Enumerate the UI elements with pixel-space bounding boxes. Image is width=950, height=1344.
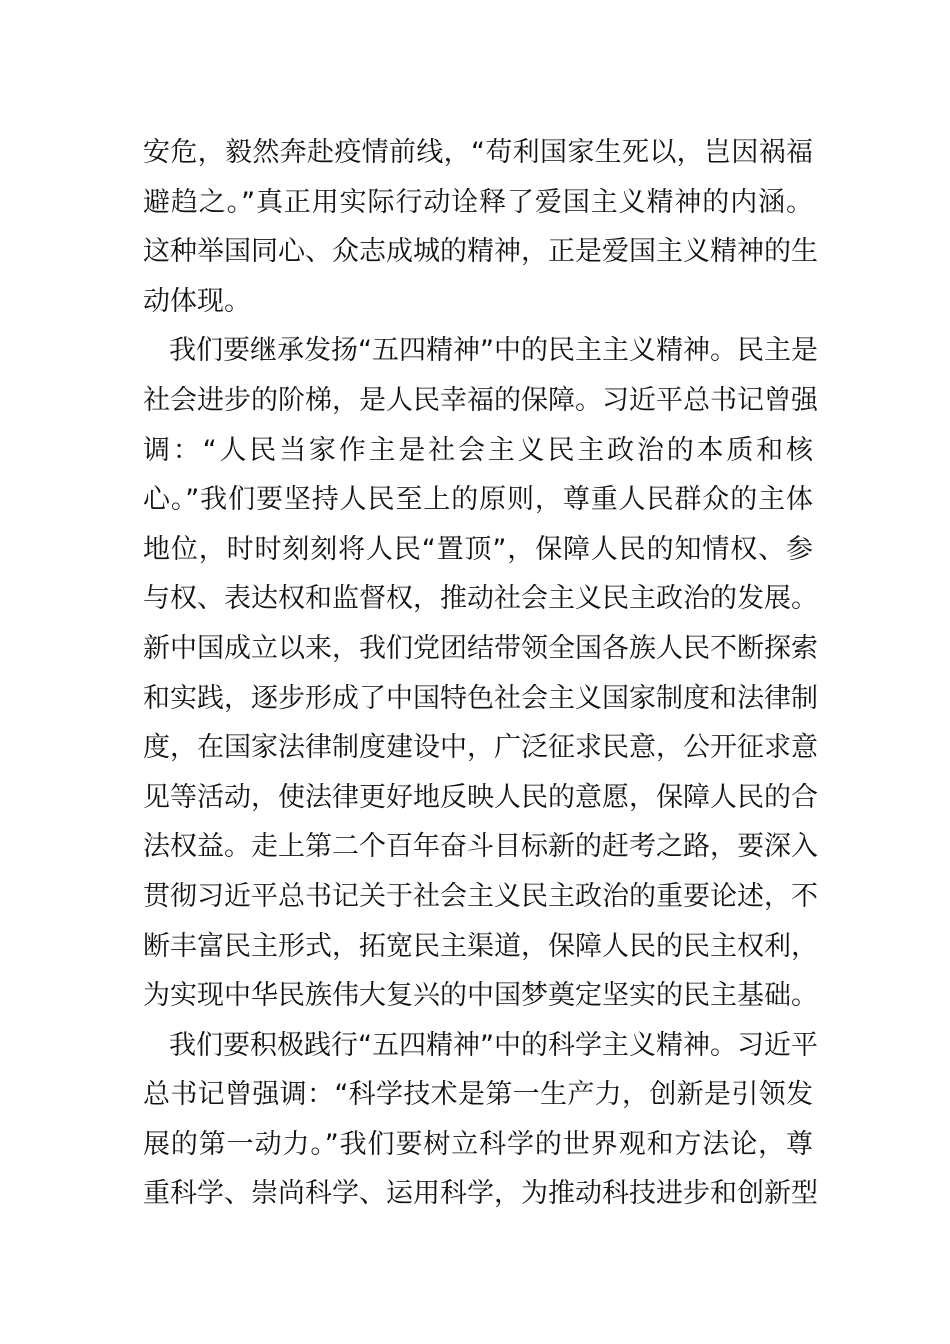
text-line: 这种举国同心、众志成城的精神，正是爱国主义精神的生 bbox=[143, 236, 818, 268]
text-line: 安危，毅然奔赴疫情前线，“苟利国家生死以，岂因祸福 bbox=[143, 137, 813, 168]
text-line: 见等活动，使法律更好地反映人民的意愿，保障人民的合 bbox=[143, 781, 818, 813]
text-line: 贯彻习近平总书记关于社会主义民主政治的重要论述，不 bbox=[143, 880, 818, 912]
text-line: 展的第一动力。”我们要树立科学的世界观和方法论，尊 bbox=[143, 1128, 813, 1160]
text-line: 调：“人民当家作主是社会主义民主政治的本质和核 bbox=[143, 434, 813, 466]
text-line: 重科学、崇尚科学、运用科学，为推动科技进步和创新型 bbox=[143, 1178, 818, 1210]
text-line: 避趋之。”真正用实际行动诠释了爱国主义精神的内涵。 bbox=[143, 186, 813, 218]
text-line: 度，在国家法律制度建设中，广泛征求民意，公开征求意 bbox=[143, 732, 818, 764]
document-body bbox=[143, 128, 818, 1219]
text-line: 为实现中华民族伟大复兴的中国梦奠定坚实的民主基础。 bbox=[143, 980, 818, 1012]
text-line: 动体现。 bbox=[143, 285, 251, 317]
text-line: 新中国成立以来，我们党团结带领全国各族人民不断探索 bbox=[143, 632, 818, 664]
text-line: 与权、表达权和监督权，推动社会主义民主政治的发展。 bbox=[143, 583, 818, 615]
text-line: 总书记曾强调：“科学技术是第一生产力，创新是引领发 bbox=[143, 1079, 813, 1111]
paragraph-first-line: 我们要积极践行“五四精神”中的科学主义精神。习近平 bbox=[169, 1029, 818, 1061]
text-line: 地位，时时刻刻将人民“置顶”，保障人民的知情权、参 bbox=[143, 533, 813, 565]
text-line: 法权益。走上第二个百年奋斗目标新的赶考之路，要深入 bbox=[143, 831, 818, 863]
text-line: 社会进步的阶梯，是人民幸福的保障。习近平总书记曾强 bbox=[143, 384, 818, 416]
text-line: 断丰富民主形式，拓宽民主渠道，保障人民的民主权利， bbox=[143, 930, 818, 962]
text-line: 和实践，逐步形成了中国特色社会主义国家制度和法律制 bbox=[143, 682, 818, 714]
paragraph-first-line: 我们要继承发扬“五四精神”中的民主主义精神。民主是 bbox=[169, 335, 818, 367]
text-line: 心。”我们要坚持人民至上的原则，尊重人民群众的主体 bbox=[143, 484, 813, 516]
